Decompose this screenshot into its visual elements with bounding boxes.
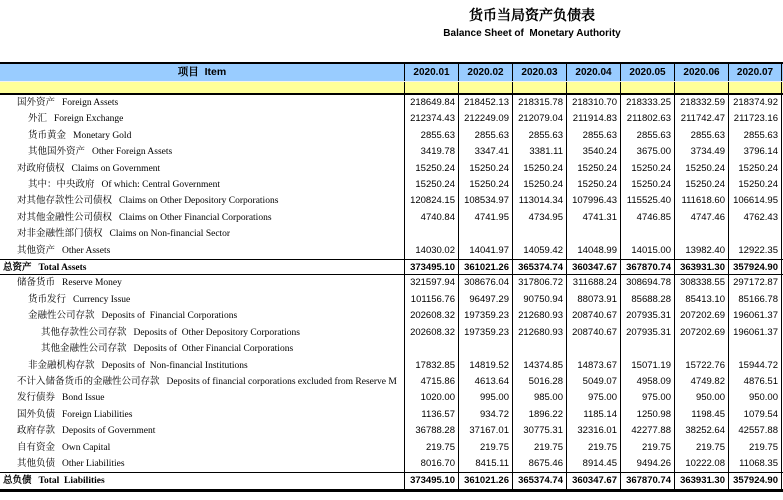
value-cell: 321597.94 (404, 275, 458, 291)
value-cell: 90750.94 (512, 292, 566, 308)
table-row (0, 128, 783, 144)
value-cell: 211802.63 (620, 111, 674, 127)
row-label-english: Deposits of Other Financial Corporations (133, 344, 294, 355)
value-cell: 85413.10 (674, 292, 728, 308)
value-cell: 308338.55 (674, 275, 728, 291)
table-row (0, 308, 783, 324)
value-cell: 218452.13 (458, 95, 512, 111)
value-cell: 202608.32 (404, 325, 458, 341)
value-cell: 15250.24 (728, 161, 782, 177)
value-cell: 5016.28 (512, 374, 566, 390)
row-label-english: Deposits of financial corporations excluded from Reserve M (166, 376, 397, 387)
row-label (0, 423, 404, 439)
row-label (0, 161, 404, 177)
row-label-english: Deposits of Non-financial Institutions (101, 360, 248, 371)
row-label (0, 325, 404, 341)
row-label-english: Claims on Other Depository Corporations (119, 196, 279, 207)
table-row (0, 243, 783, 259)
column-header: 2020.01 (404, 64, 458, 81)
value-cell (512, 226, 566, 242)
value-cell: 218649.84 (404, 95, 458, 111)
row-label-english: Foreign Exchange (54, 114, 124, 125)
column-header: 2020.06 (674, 64, 728, 81)
subheader-cell (512, 82, 566, 93)
value-cell: 4747.46 (674, 210, 728, 226)
row-label-english: Claims on Non-financial Sector (109, 229, 231, 240)
page-title-chinese: 货币当局资产负债表 (469, 7, 595, 23)
value-cell: 14873.67 (566, 358, 620, 374)
value-cell: 14059.42 (512, 243, 566, 259)
column-header: 2020.02 (458, 64, 512, 81)
value-cell: 10222.08 (674, 456, 728, 472)
table-row (0, 440, 783, 456)
value-cell: 212374.43 (404, 111, 458, 127)
value-cell: 101156.76 (404, 292, 458, 308)
subheader-cell (620, 82, 674, 93)
value-cell (404, 226, 458, 242)
row-label-chinese: 对政府债权 (17, 163, 65, 174)
value-cell: 4740.84 (404, 210, 458, 226)
table-row (0, 358, 783, 374)
value-cell: 15250.24 (404, 177, 458, 193)
value-cell: 207202.69 (674, 325, 728, 341)
value-cell: 108534.97 (458, 193, 512, 209)
value-cell: 365374.74 (512, 260, 566, 274)
value-cell: 85166.78 (728, 292, 782, 308)
value-cell: 15250.24 (674, 161, 728, 177)
value-cell: 3675.00 (620, 144, 674, 160)
value-cell: 36788.28 (404, 423, 458, 439)
value-cell: 106614.95 (728, 193, 782, 209)
value-cell: 4762.43 (728, 210, 782, 226)
value-cell: 363931.30 (674, 473, 728, 488)
column-header: 2020.05 (620, 64, 674, 81)
row-label-chinese: 外汇 (28, 114, 48, 125)
value-cell: 2855.63 (404, 128, 458, 144)
row-label (0, 473, 404, 488)
value-cell: 4876.51 (728, 374, 782, 390)
value-cell (728, 226, 782, 242)
row-label-chinese: 其中：中央政府 (28, 180, 95, 191)
value-cell: 4741.31 (566, 210, 620, 226)
row-label (0, 128, 404, 144)
column-header: 2020.04 (566, 64, 620, 81)
value-cell: 219.75 (620, 440, 674, 456)
table-row (0, 226, 783, 242)
subheader-cell (458, 82, 512, 93)
value-cell: 42277.88 (620, 423, 674, 439)
value-cell: 1250.98 (620, 407, 674, 423)
value-cell: 197359.23 (458, 325, 512, 341)
row-label-english: Other Assets (62, 245, 111, 256)
value-cell: 120824.15 (404, 193, 458, 209)
row-label-chinese: 对非金融性部门债权 (17, 229, 103, 240)
value-cell: 212680.93 (512, 325, 566, 341)
column-header: 2020.07 (728, 64, 782, 81)
value-cell: 4958.09 (620, 374, 674, 390)
table-row (0, 456, 783, 472)
row-label-english: Bond Issue (62, 393, 105, 404)
value-cell: 8675.46 (512, 456, 566, 472)
value-cell: 3419.78 (404, 144, 458, 160)
value-cell: 4715.86 (404, 374, 458, 390)
value-cell: 13982.40 (674, 243, 728, 259)
value-cell: 8415.11 (458, 456, 512, 472)
value-cell: 365374.74 (512, 473, 566, 488)
row-label-chinese: 总负债 (3, 476, 32, 487)
table-row (0, 193, 783, 209)
subheader-row (0, 82, 783, 95)
value-cell: 196061.37 (728, 308, 782, 324)
value-cell: 1079.54 (728, 407, 782, 423)
row-label-english: Foreign Liabilities (62, 409, 133, 420)
table-row (0, 177, 783, 193)
value-cell: 367870.74 (620, 473, 674, 488)
row-label-chinese: 对其他存款性公司债权 (17, 196, 113, 207)
row-label (0, 407, 404, 423)
value-cell: 2855.63 (458, 128, 512, 144)
row-label-chinese: 其他金融性公司存款 (41, 344, 127, 355)
row-label-english: Of which: Central Government (101, 180, 220, 191)
column-header: 2020.03 (512, 64, 566, 81)
value-cell: 1020.00 (404, 390, 458, 406)
value-cell: 15250.24 (674, 177, 728, 193)
value-cell: 88073.91 (566, 292, 620, 308)
table-row (0, 423, 783, 439)
value-cell: 196061.37 (728, 325, 782, 341)
table-row (0, 472, 783, 488)
value-cell: 218310.70 (566, 95, 620, 111)
row-label-english: Other Liabilities (62, 458, 125, 469)
value-cell: 15071.19 (620, 358, 674, 374)
value-cell: 357924.90 (728, 260, 782, 274)
table-row (0, 390, 783, 406)
row-label-chinese: 其他资产 (17, 245, 56, 256)
value-cell: 107996.43 (566, 193, 620, 209)
value-cell: 311688.24 (566, 275, 620, 291)
row-label-english: Other Foreign Assets (92, 147, 173, 158)
value-cell: 975.00 (566, 390, 620, 406)
subheader-cell (404, 82, 458, 93)
row-label-chinese: 自有资金 (17, 442, 56, 453)
row-label (0, 308, 404, 324)
value-cell: 113014.34 (512, 193, 566, 209)
value-cell: 219.75 (458, 440, 512, 456)
value-cell: 975.00 (620, 390, 674, 406)
column-header-row (0, 64, 783, 82)
value-cell: 8914.45 (566, 456, 620, 472)
table-row (0, 210, 783, 226)
row-label-chinese: 不计入储备货币的金融性公司存款 (17, 376, 160, 387)
row-label-chinese: 其他国外资产 (28, 147, 86, 158)
row-label (0, 95, 404, 111)
row-label-english: Deposits of Government (62, 426, 156, 437)
title-block (382, 5, 682, 39)
value-cell: 2855.63 (566, 128, 620, 144)
row-label (0, 111, 404, 127)
value-cell: 207935.31 (620, 325, 674, 341)
value-cell: 3734.49 (674, 144, 728, 160)
value-cell: 4746.85 (620, 210, 674, 226)
value-cell: 208740.67 (566, 308, 620, 324)
value-cell: 373495.10 (404, 473, 458, 488)
row-label (0, 210, 404, 226)
value-cell: 219.75 (674, 440, 728, 456)
table-row (0, 341, 783, 357)
row-label-chinese: 储备货币 (17, 278, 56, 289)
row-label (0, 260, 404, 274)
subheader-cell (728, 82, 782, 93)
value-cell: 15250.24 (458, 177, 512, 193)
row-label-chinese: 其他存款性公司存款 (41, 327, 127, 338)
value-cell: 4749.82 (674, 374, 728, 390)
value-cell (620, 341, 674, 357)
value-cell: 3796.14 (728, 144, 782, 160)
value-cell: 2855.63 (674, 128, 728, 144)
row-label-english: Claims on Government (71, 163, 161, 174)
table-row (0, 95, 783, 111)
value-cell: 218374.92 (728, 95, 782, 111)
row-label (0, 226, 404, 242)
value-cell: 1896.22 (512, 407, 566, 423)
value-cell: 8016.70 (404, 456, 458, 472)
table-row (0, 292, 783, 308)
row-label-english: Foreign Assets (62, 98, 119, 108)
row-label-english: Reserve Money (62, 278, 122, 289)
value-cell: 363931.30 (674, 260, 728, 274)
row-label-chinese: 货币发行 (28, 294, 67, 305)
value-cell: 4734.95 (512, 210, 566, 226)
value-cell: 2855.63 (620, 128, 674, 144)
value-cell: 361021.26 (458, 473, 512, 488)
value-cell: 212680.93 (512, 308, 566, 324)
value-cell: 211723.16 (728, 111, 782, 127)
value-cell: 219.75 (728, 440, 782, 456)
value-cell: 9494.26 (620, 456, 674, 472)
value-cell: 15250.24 (620, 177, 674, 193)
value-cell (674, 341, 728, 357)
value-cell: 373495.10 (404, 260, 458, 274)
value-cell: 96497.29 (458, 292, 512, 308)
value-cell: 14015.00 (620, 243, 674, 259)
subheader-cell (566, 82, 620, 93)
row-label-english: Total Liabilities (38, 476, 105, 487)
value-cell: 934.72 (458, 407, 512, 423)
value-cell: 367870.74 (620, 260, 674, 274)
value-cell: 360347.67 (566, 473, 620, 488)
value-cell: 211914.83 (566, 111, 620, 127)
value-cell: 5049.07 (566, 374, 620, 390)
row-label-chinese: 非金融机构存款 (28, 360, 95, 371)
value-cell (566, 341, 620, 357)
value-cell: 219.75 (512, 440, 566, 456)
value-cell: 15250.24 (566, 161, 620, 177)
value-cell: 15250.24 (458, 161, 512, 177)
value-cell: 357924.90 (728, 473, 782, 488)
row-label (0, 358, 404, 374)
value-cell (620, 226, 674, 242)
value-cell: 317806.72 (512, 275, 566, 291)
value-cell: 11068.35 (728, 456, 782, 472)
value-cell: 218315.78 (512, 95, 566, 111)
value-cell: 85688.28 (620, 292, 674, 308)
row-label (0, 243, 404, 259)
value-cell: 4741.95 (458, 210, 512, 226)
value-cell: 208740.67 (566, 325, 620, 341)
page-title-english: Balance Sheet of Monetary Authority (443, 28, 621, 39)
row-label-chinese: 对其他金融性公司债权 (17, 212, 113, 223)
value-cell: 2855.63 (728, 128, 782, 144)
value-cell: 360347.67 (566, 260, 620, 274)
value-cell: 14048.99 (566, 243, 620, 259)
row-label-chinese: 国外负债 (17, 409, 56, 420)
table-row (0, 325, 783, 341)
value-cell: 42557.88 (728, 423, 782, 439)
table-row (0, 374, 783, 390)
row-label-chinese: 货币黄金 (28, 130, 67, 141)
row-label (0, 144, 404, 160)
value-cell: 202608.32 (404, 308, 458, 324)
value-cell: 207202.69 (674, 308, 728, 324)
value-cell: 297172.87 (728, 275, 782, 291)
value-cell: 1136.57 (404, 407, 458, 423)
value-cell: 4613.64 (458, 374, 512, 390)
value-cell (728, 341, 782, 357)
row-label-chinese: 政府存款 (17, 426, 56, 437)
value-cell: 15944.72 (728, 358, 782, 374)
table-body (0, 95, 783, 489)
row-label (0, 292, 404, 308)
subheader-cell (674, 82, 728, 93)
value-cell: 14374.85 (512, 358, 566, 374)
table-row (0, 407, 783, 423)
value-cell (512, 341, 566, 357)
value-cell: 308676.04 (458, 275, 512, 291)
value-cell (566, 226, 620, 242)
value-cell: 30775.31 (512, 423, 566, 439)
row-label (0, 440, 404, 456)
value-cell (674, 226, 728, 242)
subheader-item-cell (0, 82, 404, 93)
value-cell: 15250.24 (404, 161, 458, 177)
value-cell: 995.00 (458, 390, 512, 406)
value-cell (458, 341, 512, 357)
row-label-chinese: 总资产 (3, 263, 32, 274)
value-cell: 15250.24 (566, 177, 620, 193)
row-label-chinese: 发行债券 (17, 393, 56, 404)
value-cell: 3540.24 (566, 144, 620, 160)
value-cell: 15722.76 (674, 358, 728, 374)
row-label-english: Claims on Other Financial Corporations (119, 212, 272, 223)
value-cell: 197359.23 (458, 308, 512, 324)
value-cell: 17832.85 (404, 358, 458, 374)
value-cell: 308694.78 (620, 275, 674, 291)
table-row (0, 111, 783, 127)
value-cell: 950.00 (674, 390, 728, 406)
row-label (0, 177, 404, 193)
value-cell: 1185.14 (566, 407, 620, 423)
row-label-chinese: 国外资产 (17, 98, 56, 108)
value-cell: 207935.31 (620, 308, 674, 324)
table-row (0, 161, 783, 177)
value-cell (458, 226, 512, 242)
value-cell: 985.00 (512, 390, 566, 406)
value-cell: 218333.25 (620, 95, 674, 111)
value-cell: 212079.04 (512, 111, 566, 127)
value-cell: 14819.52 (458, 358, 512, 374)
value-cell: 950.00 (728, 390, 782, 406)
value-cell: 2855.63 (512, 128, 566, 144)
value-cell: 361021.26 (458, 260, 512, 274)
row-label (0, 341, 404, 357)
row-label (0, 374, 404, 390)
value-cell: 211742.47 (674, 111, 728, 127)
value-cell: 38252.64 (674, 423, 728, 439)
row-label-english: Currency Issue (73, 294, 131, 305)
value-cell: 14030.02 (404, 243, 458, 259)
value-cell: 3381.11 (512, 144, 566, 160)
row-label-chinese: 其他负债 (17, 458, 56, 469)
table-row (0, 144, 783, 160)
value-cell: 111618.60 (674, 193, 728, 209)
item-column-header: 项目 Item (177, 66, 227, 78)
row-label (0, 193, 404, 209)
row-label-english: Own Capital (62, 442, 111, 453)
row-label-english: Monetary Gold (73, 130, 132, 141)
value-cell: 32316.01 (566, 423, 620, 439)
value-cell: 15250.24 (620, 161, 674, 177)
value-cell: 12922.35 (728, 243, 782, 259)
value-cell: 212249.09 (458, 111, 512, 127)
value-cell: 218332.59 (674, 95, 728, 111)
row-label (0, 456, 404, 472)
row-label (0, 390, 404, 406)
value-cell: 37167.01 (458, 423, 512, 439)
value-cell: 15250.24 (728, 177, 782, 193)
row-label-english: Total Assets (38, 263, 87, 274)
row-label-english: Deposits of Other Depository Corporations (133, 327, 301, 338)
table-row (0, 275, 783, 291)
value-cell: 3347.41 (458, 144, 512, 160)
table-row (0, 259, 783, 275)
row-label-chinese: 金融性公司存款 (28, 311, 95, 322)
balance-sheet-table (0, 62, 783, 492)
value-cell: 14041.97 (458, 243, 512, 259)
value-cell: 15250.24 (512, 161, 566, 177)
table-bottom-border (0, 489, 783, 492)
value-cell: 1198.45 (674, 407, 728, 423)
value-cell: 219.75 (566, 440, 620, 456)
row-label (0, 275, 404, 291)
value-cell: 15250.24 (512, 177, 566, 193)
value-cell: 219.75 (404, 440, 458, 456)
row-label-english: Deposits of Financial Corporations (101, 311, 238, 322)
value-cell (404, 341, 458, 357)
value-cell: 115525.40 (620, 193, 674, 209)
